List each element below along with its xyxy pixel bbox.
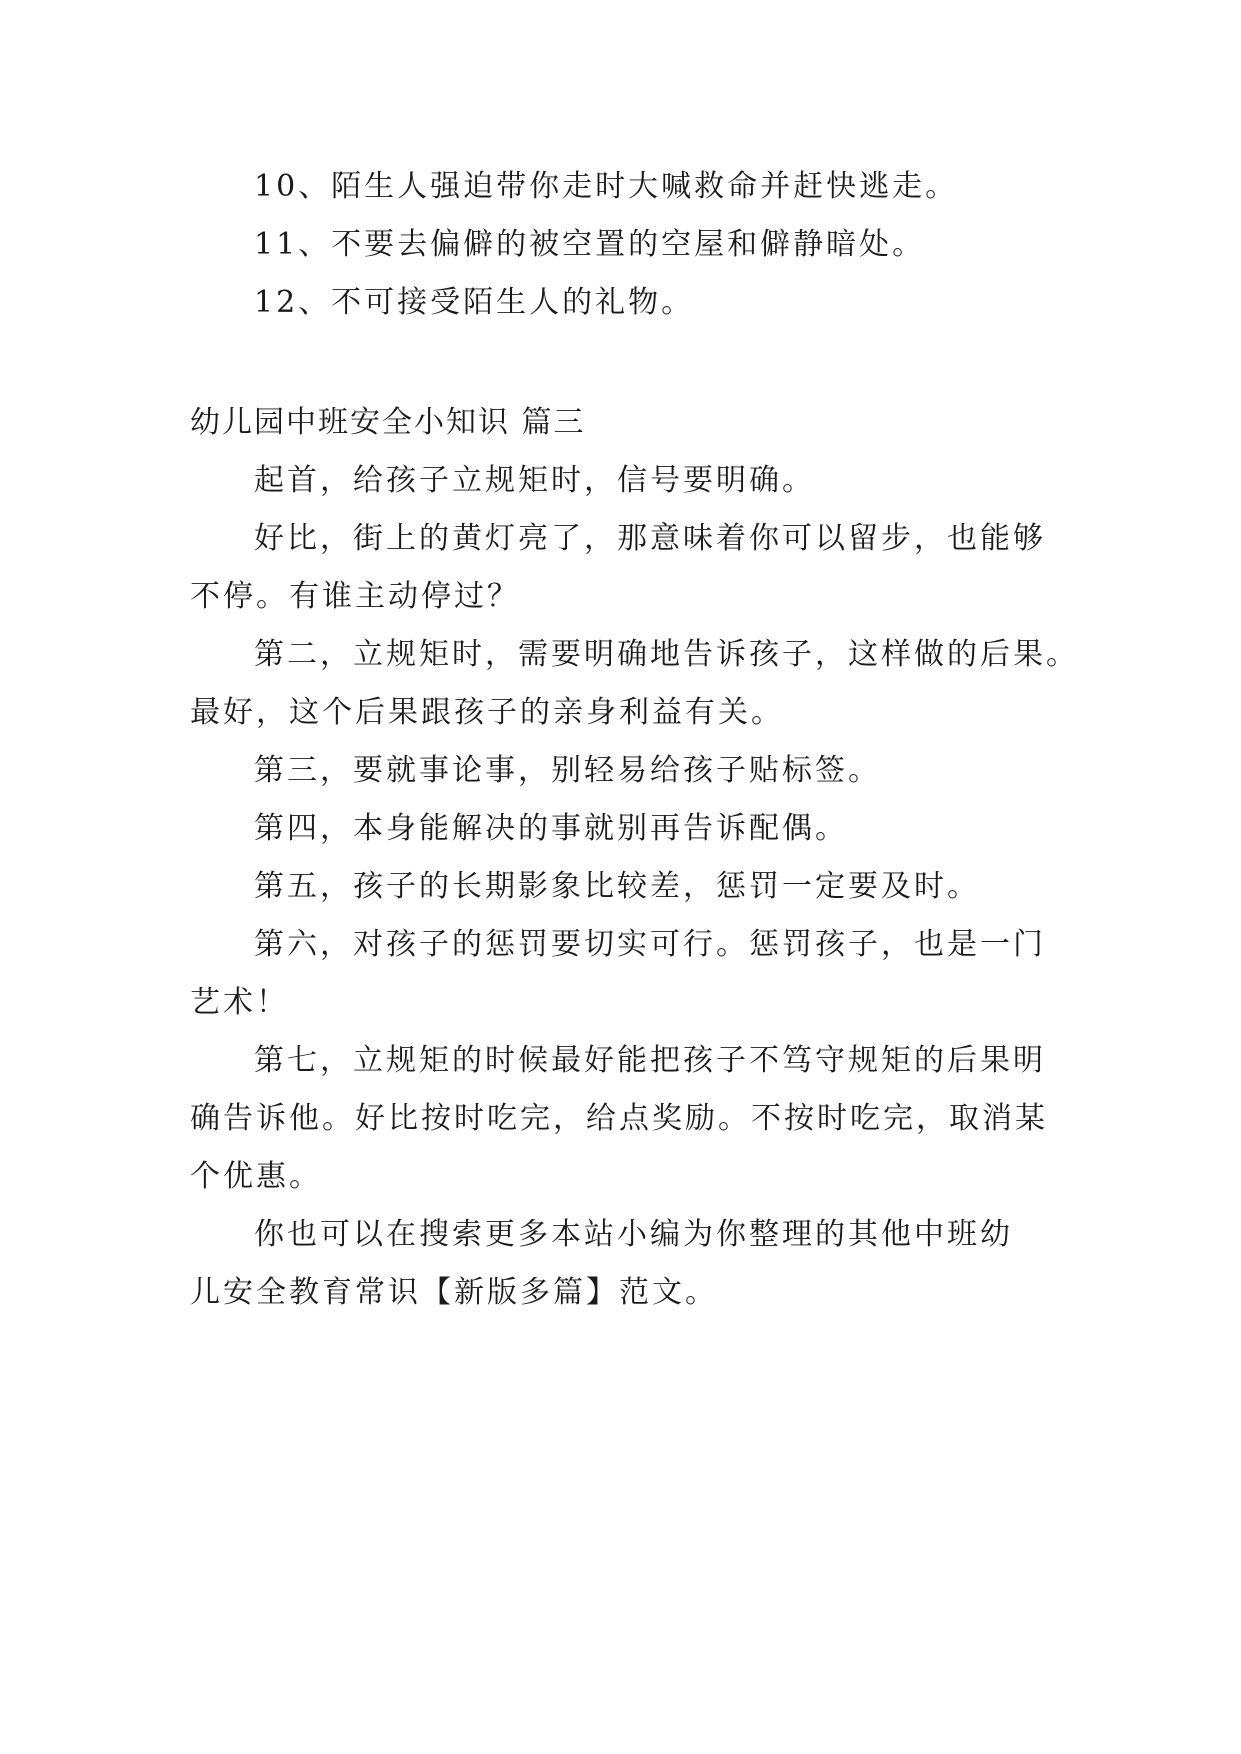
paragraph-line: 第七，立规矩的时候最好能把孩子不笃守规矩的后果明 [254,1043,1046,1078]
paragraph-line: 第二，立规矩时，需要明确地告诉孩子，这样做的后果。 [254,637,1079,672]
paragraph-line: 第六，对孩子的惩罚要切实可行。惩罚孩子，也是一门 [254,927,1046,962]
paragraph-line: 好比，街上的黄灯亮了，那意味着你可以留步，也能够 [254,521,1046,556]
list-item: 10、陌生人强迫带你走时大喊救命并赶快逃走。 [254,169,959,204]
paragraph-line: 第五，孩子的长期影象比较差，惩罚一定要及时。 [254,869,980,904]
document-body [190,158,1079,1322]
section-title: 幼儿园中班安全小知识 篇三 [190,405,586,440]
list-item: 11、不要去偏僻的被空置的空屋和僻静暗处。 [254,227,926,262]
paragraph-line: 第四，本身能解决的事就别再告诉配偶。 [254,811,848,846]
list-item: 12、不可接受陌生人的礼物。 [254,285,695,320]
paragraph-line: 不停。有谁主动停过？ [190,579,520,614]
paragraph-line: 你也可以在搜索更多本站小编为你整理的其他中班幼 [254,1217,1013,1252]
paragraph-line: 个优惠。 [190,1159,322,1194]
paragraph-line: 起首，给孩子立规矩时，信号要明确。 [254,463,815,498]
paragraph-line: 最好，这个后果跟孩子的亲身利益有关。 [190,695,784,730]
paragraph-line: 儿安全教育常识【新版多篇】范文。 [190,1275,718,1310]
paragraph-line: 确告诉他。好比按时吃完，给点奖励。不按时吃完，取消某 [190,1101,1048,1136]
paragraph-line: 艺术！ [190,985,289,1020]
section-spacer [190,332,1052,394]
paragraph-line: 第三，要就事论事，别轻易给孩子贴标签。 [254,753,881,788]
